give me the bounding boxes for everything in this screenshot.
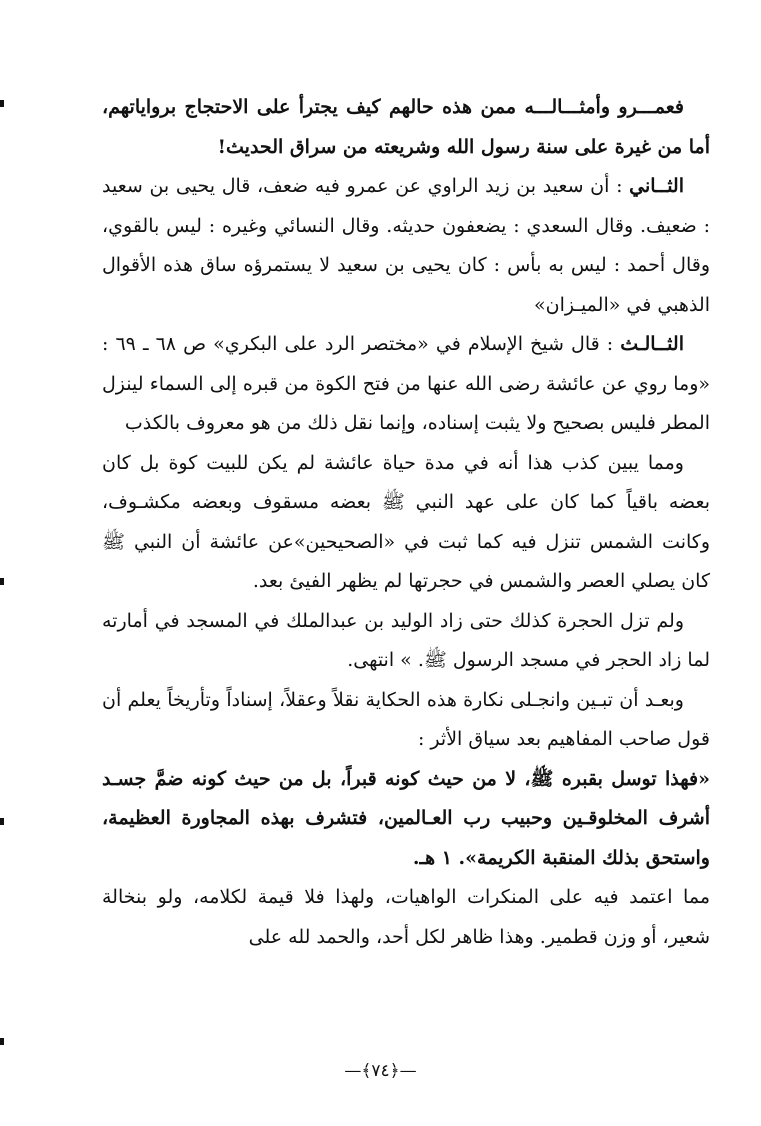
page-number: —﴿٧٤﴾— <box>344 1061 417 1081</box>
text-line: «فهذا توسل بقبره ﷺ، لا من حيث كونه قبراً، بل من حيث كونه <box>191 767 710 790</box>
text-line: يحيى بن سعيد : ضعيف. وقال السعدي : يضعفون حديثه. وقال <box>102 175 710 237</box>
paragraph <box>102 325 710 444</box>
text-line: وبعـد أن تبـين وانجـلى نكارة هذه الحكاية نقلاً وعقلاً، إسناداً <box>226 688 684 711</box>
document-body <box>102 88 710 1068</box>
text-line: مما اعتمد فيه على المنكرات الواهيات، ولهذا فلا قيمة لكلامه، ولو <box>157 886 710 908</box>
margin-mark <box>0 578 4 585</box>
text-line: برواياتهم، أما من غيرة على سنة رسول الله وشريعته من سراق <box>102 96 710 158</box>
text-line: بنخالة شعير، أو وزن قطمير. وهذا ظاهر لكل أحد، والحمد لله على <box>102 886 710 948</box>
text-line: مكشـوف، وكانت الشمس تنزل فيه كما ثبت في «الصحيحين»عن <box>102 491 710 553</box>
text-line: : أن سعيد بن زيد الراوي عن عمرو فيه ضعف، قال <box>221 175 630 197</box>
paragraph <box>102 681 710 760</box>
text-line: : قال شيخ الإسلام في «مختصر الرد على البكري» ص <box>183 333 621 355</box>
margin-mark <box>0 818 4 825</box>
text-line: النسائي وغيره : ليس بالقوي، وقال أحمد : ليس به بأس : كان يحيى <box>102 214 711 276</box>
section-lead: الثــالـث <box>620 333 684 355</box>
text-line: عائشة أن النبي ﷺ كان يصلي العصر والشمس في حجرتها لم يظهر <box>102 530 710 592</box>
text-line: ولم تزل الحجرة كذلك حتى زاد الوليد بن عبدالملك في المسجد في <box>154 609 685 632</box>
paragraph <box>102 878 710 957</box>
text-line: كان بعضه باقياً كما كان على عهد النبي ﷺ بعضه مسقوف وبعضه <box>102 451 710 513</box>
text-line: ضمَّ جسـد أشرف المخلوقـين وحبيب رب العـالمين، فتشرف بهذه <box>102 767 710 829</box>
text-line: ذلك من هو معروف بالكذب <box>124 412 338 434</box>
text-line: وتأريخاً يعلم أن قول صاحب المفاهيم بعد سياق الأثر : <box>102 688 710 750</box>
text-line: ومما يبين كذب هذا أنه في مدة حياة عائشة لم يكن للبيت كوة بل <box>139 451 684 474</box>
paragraph <box>102 602 710 681</box>
text-line: الفيئ بعد. <box>252 570 332 592</box>
text-line: المجاورة العظيمة، واستحق بذلك المنقبة الكريمة». ١ هـ. <box>102 807 710 869</box>
text-line: الحديث! <box>217 135 284 158</box>
section-lead: الثــاني <box>629 175 685 197</box>
quotation <box>102 760 710 879</box>
text-line: قبره إلى السماء لينزل المطر فليس بصحيح ولا يثبت إسناده، وإنما نقل <box>102 372 710 434</box>
paragraph <box>102 444 710 602</box>
paragraph <box>102 88 710 167</box>
text-line: بن سعيد لا يستمرؤه ساق هذه الأقوال الذهبي في «الميـزان» <box>102 254 710 316</box>
text-line: فعمـــرو وأمثـــالـــه ممن هذه حالهم كيف يجترأ على الاحتجاج <box>184 96 684 118</box>
paragraph <box>102 167 710 325</box>
margin-mark <box>0 1038 4 1045</box>
text-line: أمارته لما زاد الحجر في مسجد الرسول ﷺ. » انتهى. <box>102 609 710 671</box>
text-line: ٦٨ ـ ٦٩ : «وما روي عن عائشة رضى الله عنها من فتح الكوة من <box>102 333 711 395</box>
margin-mark <box>0 100 4 107</box>
